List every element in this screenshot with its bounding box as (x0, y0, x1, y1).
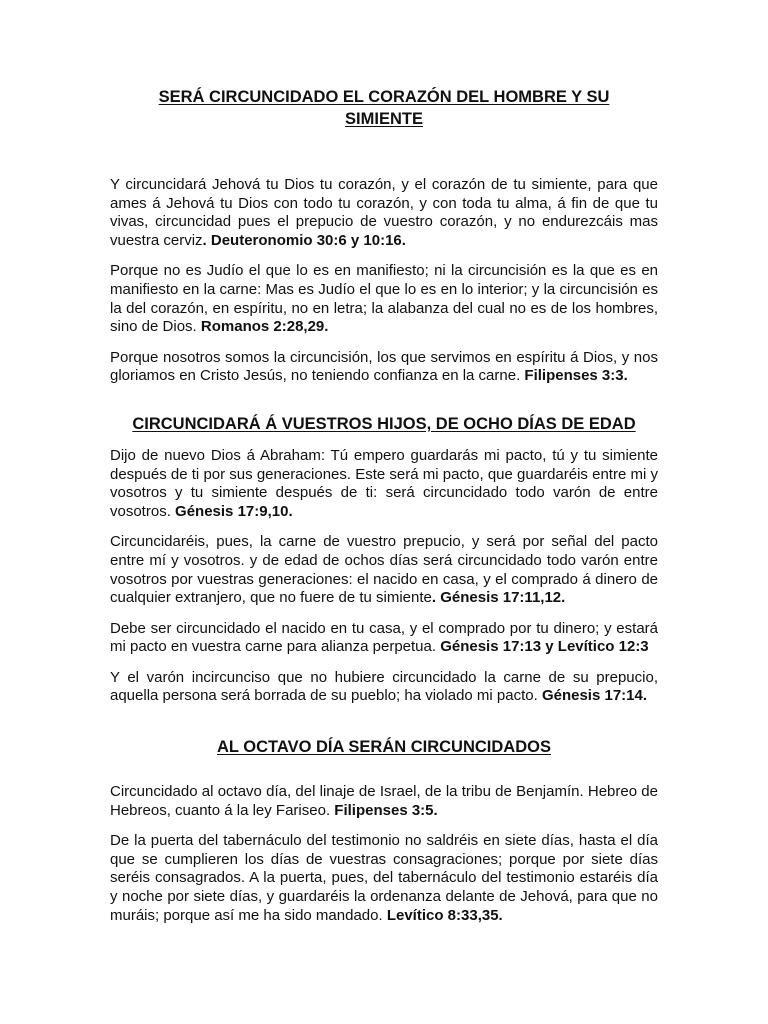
paragraph-text: Dijo de nuevo Dios á Abraham: Tú empero guardarás mi pacto, tú y tu simiente después de ti por sus generaciones. Este será mi pacto, que guardaréis entre mi y vosotros y tu simiente después de ti: será circuncidado todo varón de entre vosotros. (110, 446, 658, 520)
section-2-paragraph-2 (110, 533, 658, 607)
section-2-paragraph-4 (110, 669, 658, 706)
scripture-reference: Romanos 2:28,29. (200, 318, 329, 336)
section-3-heading: AL OCTAVO DÍA SERÁN CIRCUNCIDADOS (217, 738, 551, 757)
paragraph-text: Circuncidado al octavo día, del linaje de Israel, de la tribu de Benjamín. Hebreo de Hebreos, cuanto á la ley Fariseo. (110, 783, 658, 819)
section-3-paragraph-2 (110, 832, 658, 925)
scripture-reference: . Génesis 17:11,12. (431, 589, 566, 607)
paragraph-text: Porque nosotros somos la circuncisión, los que servimos en espíritu á Dios, y nos gloriamos en Cristo Jesús, no teniendo confianza en la carne. (110, 348, 658, 385)
paragraph-text: De la puerta del tabernáculo del testimonio no saldréis en siete días, hasta el día que se cumplieren los días de vuestras consagraciones; porque por siete días seréis consagrados. A la puerta, pues, del tabernáculo del testimonio estaréis día y noche por siete días, y guardaréis la ordenanza delante de Jehová, para que no muráis; porque así me ha sido mandado. (110, 832, 658, 924)
scripture-reference: Génesis 17:13 y Levítico 12:3 (440, 638, 649, 656)
section-3-paragraph-1 (110, 783, 658, 820)
section-1-heading: SERÁ CIRCUNCIDADO EL CORAZÓN DEL HOMBRE Y SU SIMIENTE (158, 88, 610, 128)
paragraph-text: Y circuncidará Jehová tu Dios tu corazón, y el corazón de tu simiente, para que ames á Jehová tu Dios con todo tu corazón, y con toda tu alma, á fin de que tu vivas, circuncidad pues el prepucio de vuestro corazón, y no endurezcáis mas vuestra cerviz (110, 176, 658, 249)
paragraph-text: Y el varón incircunciso que no hubiere circuncidado la carne de su prepucio, aquella persona será borrada de su pueblo; ha violado mi pacto. (110, 668, 658, 705)
paragraph-text: Debe ser circuncidado el nacido en tu casa, y el comprado por tu dinero; y estará mi pacto en vuestra carne para alianza perpetua. (110, 619, 658, 656)
paragraph-text: Circuncidaréis, pues, la carne de vuestro prepucio, y será por señal del pacto entre mí y vosotros. y de edad de ochos días será circuncidado todo varón entre vosotros por vuestras generaciones: el nacido en casa, y el comprado á dinero de cualquier extranjero, que no fuere de tu simiente (110, 533, 658, 607)
scripture-reference: Génesis 17:9,10. (175, 502, 293, 520)
document-page (110, 0, 658, 925)
section-2-heading: CIRCUNCIDARÁ Á VUESTROS HIJOS, DE OCHO DÍAS DE EDAD (132, 414, 636, 433)
paragraph-text: Porque no es Judío el que lo es en manifiesto; ni la circuncisión es la que es en manifiesto en la carne: Mas es Judío el que lo es en lo interior; y la circuncisión es la del corazón, en espíritu, no en letra; la alabanza del cual no es de los hombres, sino de Dios. (110, 262, 658, 336)
section-1-paragraph-1 (110, 176, 658, 250)
section-1-paragraph-3 (110, 349, 658, 386)
scripture-reference: Levítico 8:33,35. (386, 906, 503, 924)
section-1-paragraph-2 (110, 262, 658, 336)
section-2-paragraph-1 (110, 447, 658, 521)
section-2-paragraph-3 (110, 620, 658, 657)
scripture-reference: Filipenses 3:5. (334, 801, 438, 819)
scripture-reference: Filipenses 3:3. (524, 367, 628, 385)
scripture-reference: Génesis 17:14. (541, 687, 648, 705)
scripture-reference: . Deuteronomio 30:6 y 10:16. (202, 231, 406, 249)
